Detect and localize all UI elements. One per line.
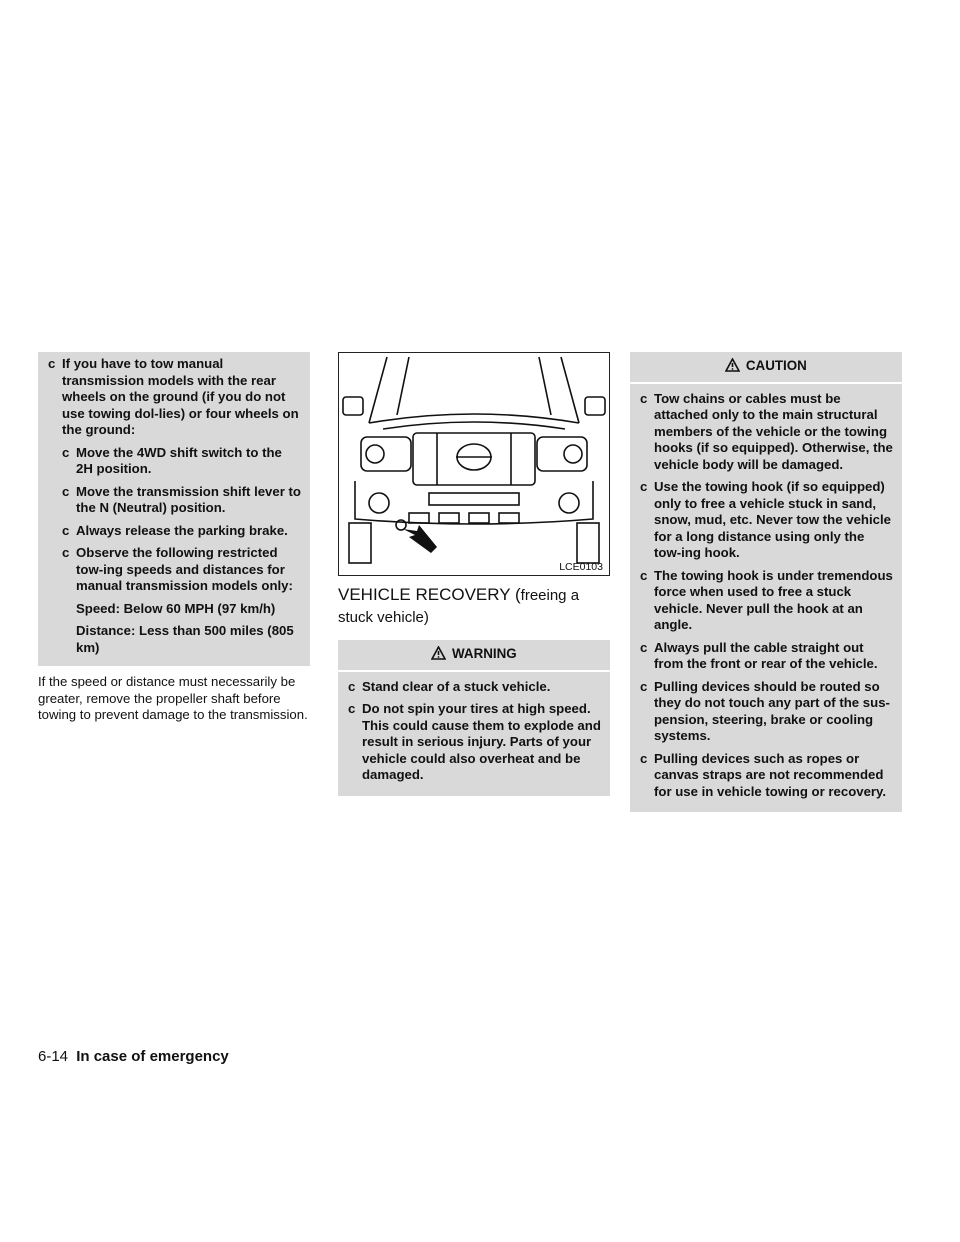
propeller-shaft-note: If the speed or distance must necessarily be greater, remove the propeller shaft before towing to prevent damage to the transmission. [38, 674, 308, 722]
caution-box [630, 352, 902, 812]
list-item: c Pulling devices such as ropes or canvas straps are not recommended for use in vehicle towing or recovery. [640, 750, 887, 799]
speed-limit: Speed: Below 60 MPH (97 km/h) [76, 600, 276, 616]
warning-body [338, 672, 610, 796]
list-item: c Stand clear of a stuck vehicle. [348, 678, 551, 694]
list-item: c Tow chains or cables must be attached only to the main structural members of the vehicle or the towing hooks (if so equipped). Otherwise, the vehicle body will be damaged. [640, 390, 893, 472]
caution-column [630, 352, 902, 812]
page-number: 6-14 [38, 1048, 69, 1065]
list-item: c Pulling devices should be routed so they do not touch any part of the sus-pension, steering, brake or cooling systems. [640, 678, 890, 743]
list-item: c Always pull the cable straight out from the front or rear of the vehicle. [640, 639, 878, 671]
list-item: c Do not spin your tires at high speed. This could cause them to explode and result in serious injury. Parts of your vehicle could also overheat and be damaged. [348, 701, 601, 782]
warning-triangle-icon [431, 646, 446, 665]
distance-limit: Distance: Less than 500 miles (805 km) [76, 623, 294, 655]
vehicle-front-illustration [339, 353, 609, 575]
page-footer [38, 1048, 229, 1065]
towing-column [38, 352, 310, 724]
warning-header: WARNING [338, 640, 610, 672]
list-item: c Always release the parking brake. [62, 522, 288, 538]
caution-header: CAUTION [630, 352, 902, 384]
warning-box [338, 640, 610, 796]
towing-procedure-box [38, 352, 310, 666]
figure-code: LCE0103 [559, 561, 603, 573]
section-heading: VEHICLE RECOVERY (freeing a stuck vehicle) [338, 585, 580, 626]
caution-body [630, 384, 902, 813]
list-item: c Move the transmission shift lever to the N (Neutral) position. [62, 483, 301, 515]
list-item: c Use the towing hook (if so equipped) only to free a vehicle stuck in sand, snow, mud, etc. Never tow the vehicle for a long distance using only the tow-ing hook. [640, 479, 891, 560]
list-item: c If you have to tow manual transmission models with the rear wheels on the ground (if you do not use towing dol-lies) or four wheels on the ground: [48, 356, 299, 437]
list-item: c Move the 4WD shift switch to the 2H position. [62, 444, 282, 476]
warning-triangle-icon [725, 358, 740, 377]
recovery-column [338, 352, 610, 796]
section-title: In case of emergency [76, 1048, 229, 1065]
towing-hook-figure [338, 352, 610, 576]
list-item: c The towing hook is under tremendous force when used to free a stuck vehicle. Never pull the hook at an angle. [640, 567, 893, 632]
list-item: c Observe the following restricted tow-ing speeds and distances for manual transmission models only: [62, 545, 293, 593]
